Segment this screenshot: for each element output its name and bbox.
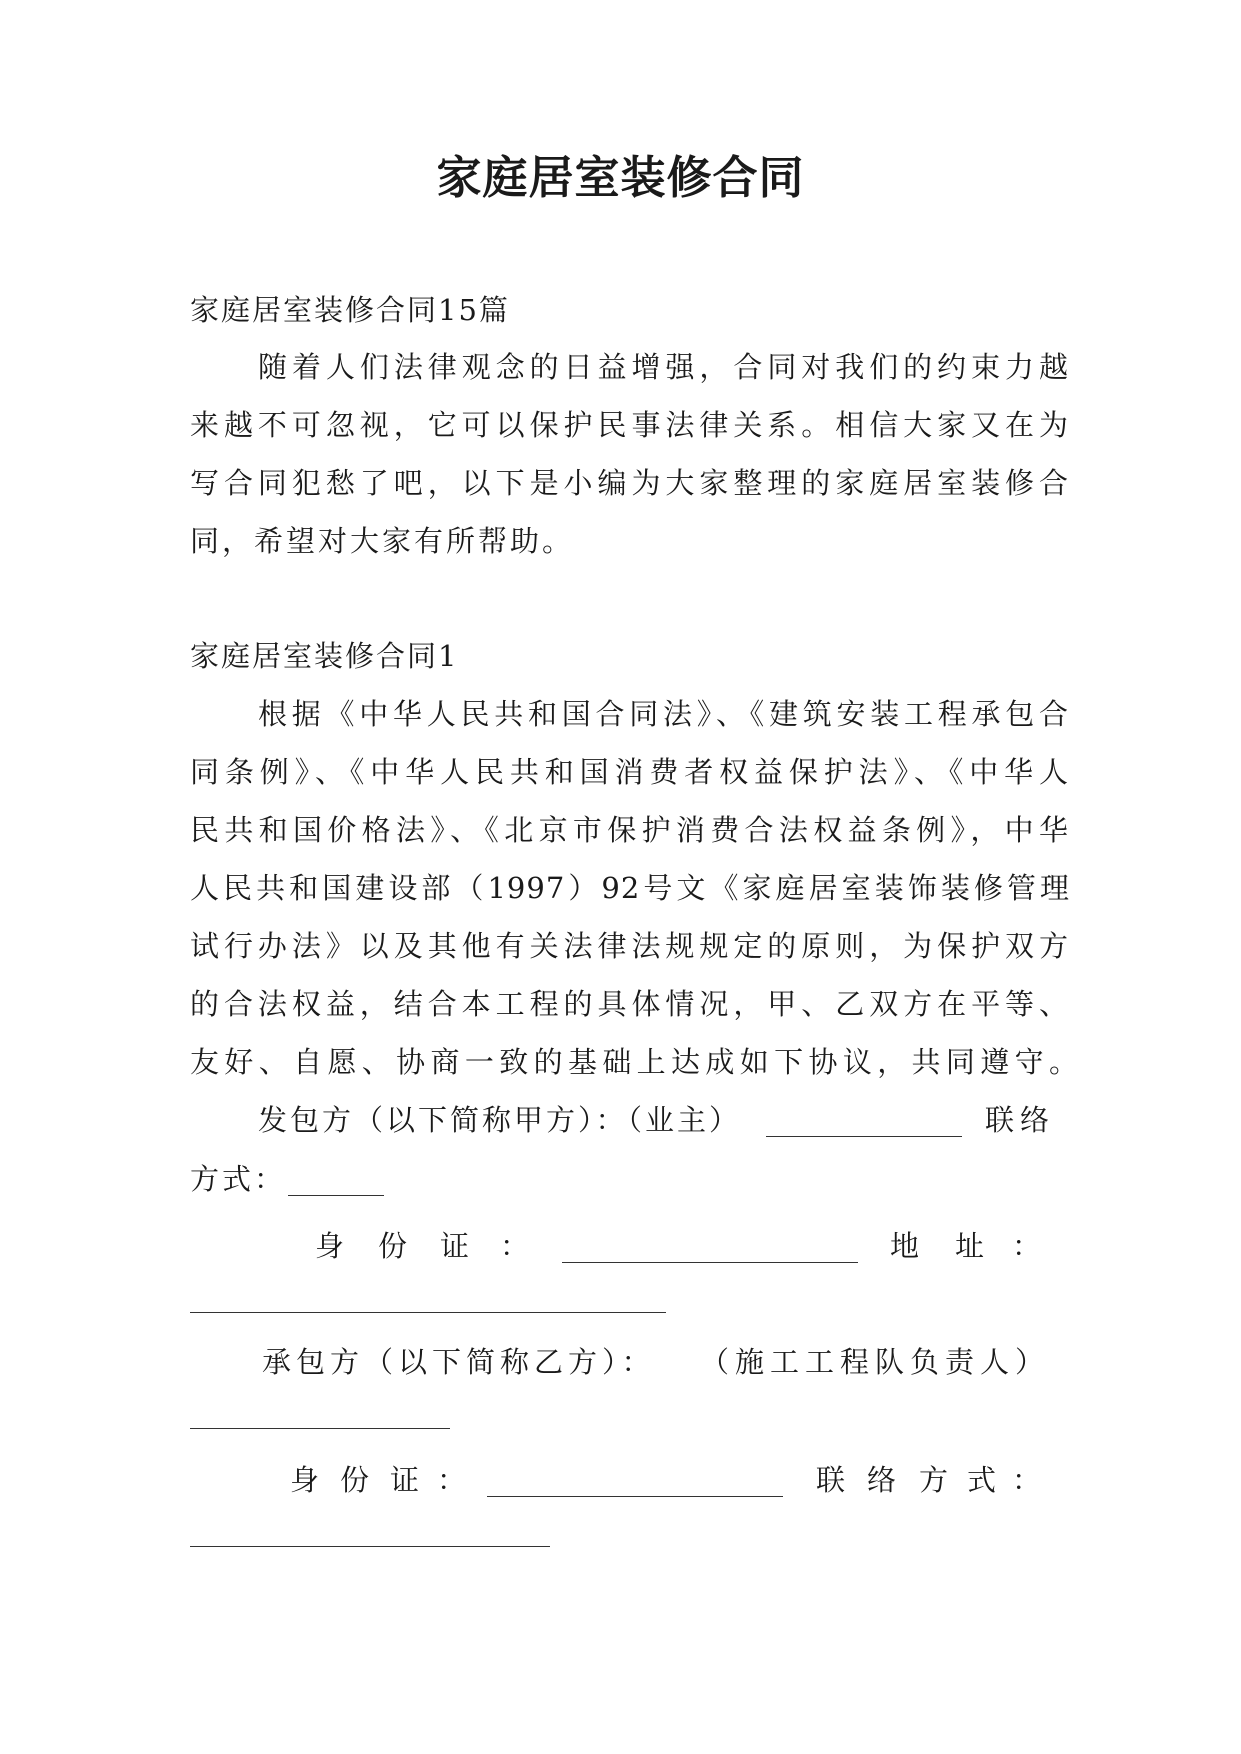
section-line: 人民共和国建设部（1997）92号文《家庭居室装饰装修管理: [190, 871, 1070, 905]
intro-line: 随着人们法律观念的日益增强，合同对我们的约束力越: [258, 350, 1070, 384]
contact-label-char: 方: [919, 1463, 949, 1497]
id-label-char: 身: [290, 1463, 320, 1497]
contact-blank: [190, 1546, 550, 1547]
section-heading: 家庭居室装修合同1: [190, 639, 459, 673]
party-a-label: 发包方（以下简称甲方）：（业主）: [258, 1103, 742, 1137]
document-title: 家庭居室装修合同: [436, 151, 805, 204]
id-blank: [487, 1496, 783, 1497]
contact-label-char: 联: [816, 1463, 846, 1497]
intro-line: 来越不可忽视，它可以保护民事法律关系。相信大家又在为: [190, 408, 1070, 442]
address-label-char: ：: [1012, 1229, 1042, 1263]
contact-label-char: 式: [967, 1463, 997, 1497]
section-line: 的合法权益，结合本工程的具体情况，甲、乙双方在平等、: [190, 987, 1070, 1021]
id-label-char: ：: [437, 1463, 467, 1497]
party-a-name-blank: [766, 1136, 962, 1137]
section-line: 根据《中华人民共和国合同法》、《建筑安装工程承包合: [258, 697, 1070, 731]
intro-line: 同，希望对大家有所帮助。: [190, 524, 575, 558]
section-line: 同条例》、《中华人民共和国消费者权益保护法》、《中华人: [190, 755, 1070, 789]
document-subtitle: 家庭居室装修合同15篇: [190, 293, 510, 327]
id-label-char: 证: [390, 1463, 420, 1497]
address-blank: [190, 1312, 666, 1313]
id-label-char: 证: [440, 1229, 470, 1263]
party-a-contact-label: 方式：: [190, 1162, 287, 1196]
section-line: 友好、自愿、协商一致的基础上达成如下协议，共同遵守。: [190, 1045, 1080, 1079]
id-label-char: 身: [315, 1229, 345, 1263]
party-b-name-blank: [190, 1428, 450, 1429]
section-line: 试行办法》以及其他有关法律法规规定的原则，为保护双方: [190, 929, 1070, 963]
party-a-contact-blank: [288, 1195, 384, 1196]
party-a-contact-suffix: 联络: [985, 1103, 1056, 1137]
party-b-label: 承包方（以下简称乙方）：: [262, 1345, 656, 1379]
party-b-role: （施工工程队负责人）: [700, 1345, 1051, 1379]
intro-line: 写合同犯愁了吧，以下是小编为大家整理的家庭居室装修合: [190, 466, 1070, 500]
id-label-char: ：: [500, 1229, 530, 1263]
id-blank: [562, 1262, 858, 1263]
section-line: 民共和国价格法》、《北京市保护消费合法权益条例》，中华: [190, 813, 1070, 847]
contact-label-char: ：: [1012, 1463, 1042, 1497]
contact-label-char: 络: [867, 1463, 897, 1497]
address-label-char: 址: [955, 1229, 985, 1263]
id-label-char: 份: [340, 1463, 370, 1497]
id-label-char: 份: [378, 1229, 408, 1263]
address-label-char: 地: [890, 1229, 920, 1263]
